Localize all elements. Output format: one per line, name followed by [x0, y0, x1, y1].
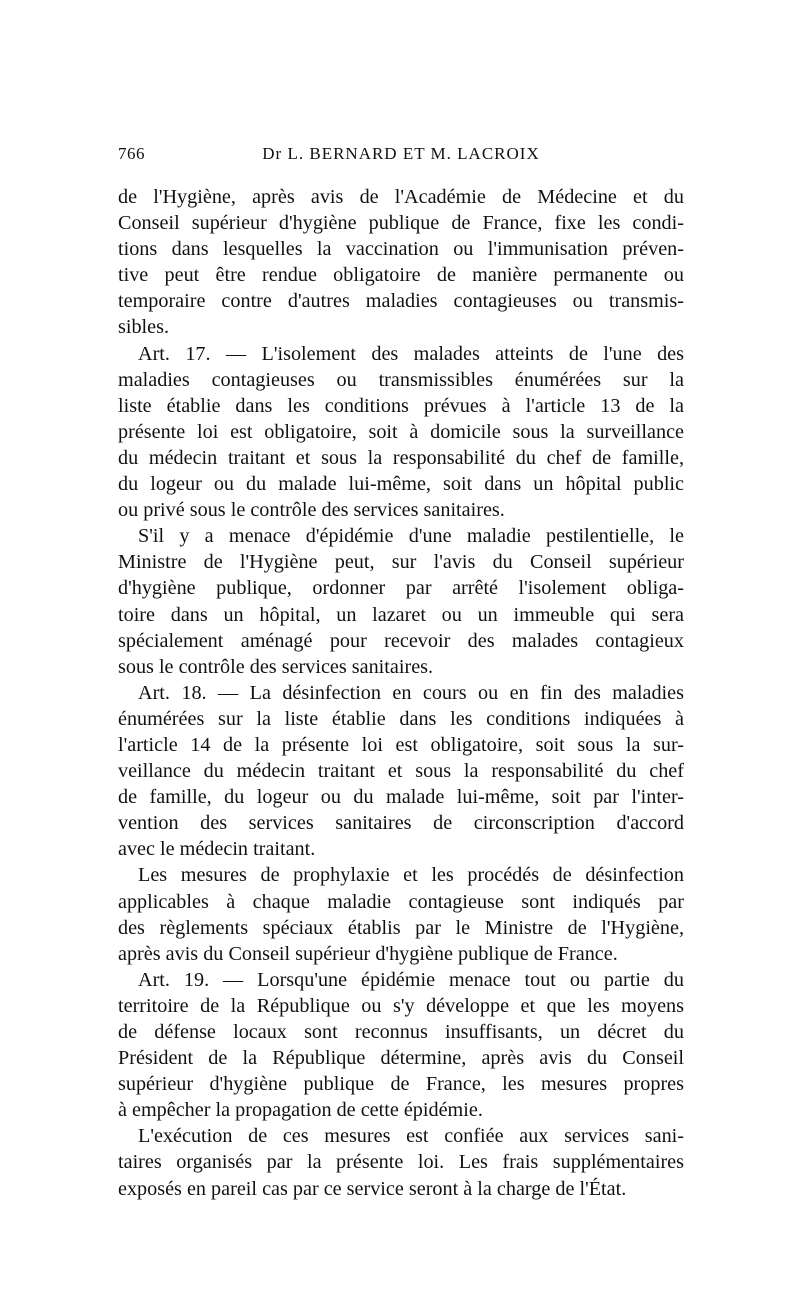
text-line: après avis du Conseil supérieur d'hygiène publique de France.: [118, 942, 618, 965]
text-line: territoire de la République ou s'y développe et que les moyens: [118, 994, 684, 1017]
page-number: 766: [118, 144, 145, 163]
text-line: avec le médecin traitant.: [118, 838, 316, 861]
text-line: à empêcher la propagation de cette épidémie.: [118, 1099, 483, 1122]
text-line: tive peut être rendue obligatoire de manière permanente ou: [118, 264, 684, 287]
text-line: Art. 17. — L'isolement des malades atteints de l'une des: [138, 342, 684, 365]
text-line: exposés en pareil cas par ce service seront à la charge de l'État.: [118, 1177, 627, 1200]
text-line: de l'Hygiène, après avis de l'Académie de Médecine et du: [118, 186, 684, 208]
text-line: spécialement aménagé pour recevoir des malades contagieux: [118, 629, 684, 652]
text-line: du médecin traitant et sous la responsabilité du chef de famille,: [118, 446, 684, 469]
paragraph: [118, 184, 684, 341]
text-line: supérieur d'hygiène publique de France, les mesures propres: [118, 1073, 684, 1096]
body-text: [118, 184, 684, 1202]
running-head-title: Dr L. BERNARD ET M. LACROIX: [262, 144, 540, 163]
text-line: présente loi est obligatoire, soit à domicile sous la surveillance: [118, 420, 684, 443]
text-line: S'il y a menace d'épidémie d'une maladie pestilentielle, le: [138, 525, 684, 548]
text-line: du logeur ou du malade lui-même, soit dans un hôpital public: [118, 473, 684, 496]
text-line: Art. 18. — La désinfection en cours ou en fin des maladies: [138, 681, 684, 704]
text-line: tions dans lesquelles la vaccination ou l'immunisation préven-: [118, 238, 684, 261]
text-line: Art. 19. — Lorsqu'une épidémie menace tout ou partie du: [138, 968, 684, 991]
text-line: Ministre de l'Hygiène peut, sur l'avis du Conseil supérieur: [118, 551, 684, 574]
running-head: [118, 144, 684, 168]
text-line: des règlements spéciaux établis par le Ministre de l'Hygiène,: [118, 916, 684, 939]
text-line: Les mesures de prophylaxie et les procédés de désinfection: [138, 864, 684, 887]
paragraph: [118, 1123, 684, 1201]
paragraph: [118, 680, 684, 863]
text-line: applicables à chaque maladie contagieuse sont indiqués par: [118, 890, 684, 913]
paragraph: [118, 862, 684, 966]
text-line: Conseil supérieur d'hygiène publique de France, fixe les condi-: [118, 212, 684, 235]
paragraph: [118, 967, 684, 1124]
text-line: de défense locaux sont reconnus insuffisants, un décret du: [118, 1021, 684, 1043]
text-line: taires organisés par la présente loi. Les frais supplémentaires: [118, 1151, 684, 1174]
text-line: temporaire contre d'autres maladies contagieuses ou transmis-: [118, 290, 684, 313]
text-line: liste établie dans les conditions prévues à l'article 13 de la: [118, 394, 684, 417]
text-line: d'hygiène publique, ordonner par arrêté l'isolement obliga-: [118, 577, 684, 600]
paragraph: [118, 523, 684, 680]
text-line: de famille, du logeur ou du malade lui-même, soit par l'inter-: [118, 786, 684, 809]
text-line: toire dans un hôpital, un lazaret ou un immeuble qui sera: [118, 603, 684, 626]
text-line: l'article 14 de la présente loi est obligatoire, soit sous la sur-: [118, 733, 684, 756]
text-line: énumérées sur la liste établie dans les conditions indiquées à: [118, 707, 684, 730]
text-line: sous le contrôle des services sanitaires.: [118, 655, 434, 678]
text-line: vention des services sanitaires de circonscription d'accord: [118, 812, 684, 835]
text-line: ou privé sous le contrôle des services sanitaires.: [118, 499, 505, 522]
text-line: maladies contagieuses ou transmissibles énumérées sur la: [118, 368, 684, 391]
paragraph: [118, 341, 684, 524]
text-line: Président de la République détermine, après avis du Conseil: [118, 1047, 684, 1070]
text-line: L'exécution de ces mesures est confiée aux services sani-: [138, 1125, 684, 1148]
text-line: veillance du médecin traitant et sous la responsabilité du chef: [118, 760, 684, 783]
text-line: sibles.: [118, 316, 170, 339]
